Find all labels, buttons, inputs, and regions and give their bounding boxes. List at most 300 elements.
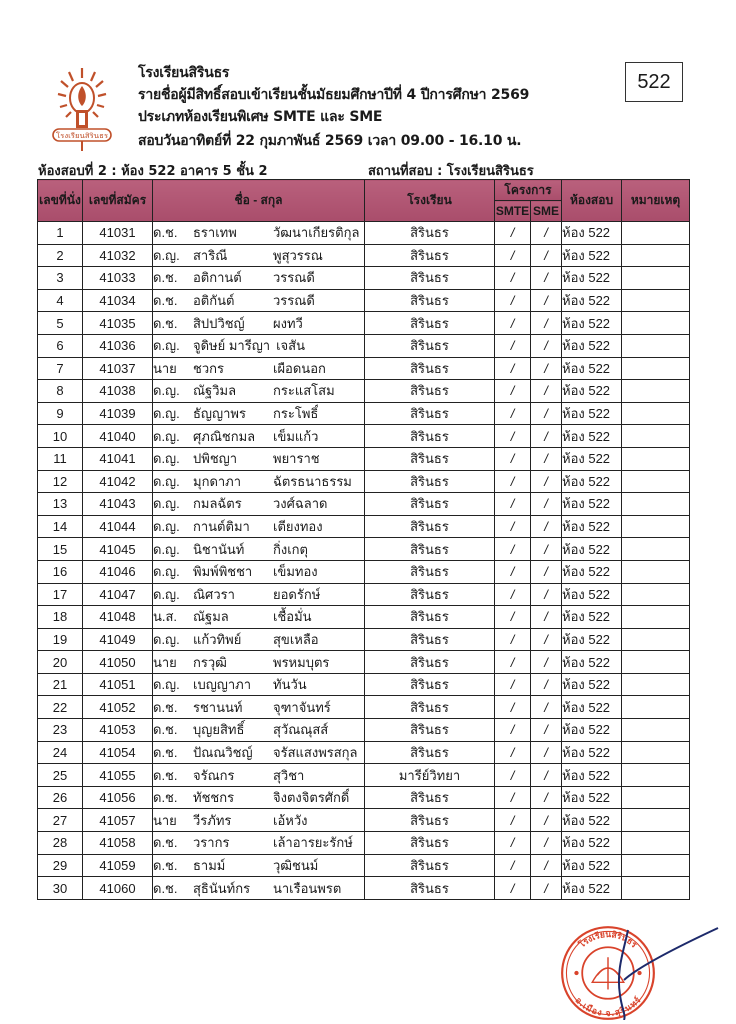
first-name: รชานนท์ <box>193 699 243 715</box>
smte-mark: / <box>495 334 531 357</box>
application-number: 41038 <box>83 380 153 403</box>
candidate-name <box>153 696 365 719</box>
remark-cell <box>622 470 690 493</box>
name-wrap <box>153 403 364 424</box>
seat-number: 24 <box>38 741 83 764</box>
seat-number: 5 <box>38 312 83 335</box>
exam-room-cell: ห้อง 522 <box>562 809 622 832</box>
candidate-name <box>153 651 365 674</box>
name-prefix: ด.ญ. <box>153 541 180 557</box>
last-name: เผือดนอก <box>273 360 326 376</box>
smte-mark: / <box>495 764 531 787</box>
table-row <box>38 719 690 742</box>
header-project: โครงการ <box>495 180 562 201</box>
application-number: 41034 <box>83 289 153 312</box>
remark-cell <box>622 515 690 538</box>
smte-mark: / <box>495 809 531 832</box>
last-name: ทันวัน <box>273 677 307 693</box>
name-prefix: ด.ญ. <box>153 451 180 467</box>
remark-cell <box>622 312 690 335</box>
name-wrap <box>153 742 364 763</box>
smte-mark: / <box>495 267 531 290</box>
first-name: ปพิชญา <box>193 451 238 467</box>
table-row <box>38 877 690 900</box>
seat-number: 4 <box>38 289 83 312</box>
exam-room-cell: ห้อง 522 <box>562 673 622 696</box>
school-cell: สิรินธร <box>365 741 495 764</box>
school-cell: สิรินธร <box>365 289 495 312</box>
candidate-table <box>37 179 690 900</box>
table-row <box>38 334 690 357</box>
sme-mark: / <box>531 719 562 742</box>
stamp-text-bottom: อ.เมือง จ.สุรินทร์ <box>572 995 644 1019</box>
seat-number: 27 <box>38 809 83 832</box>
sme-mark: / <box>531 357 562 380</box>
first-name: ธราเทพ <box>193 225 237 241</box>
school-name: โรงเรียนสิรินธร <box>138 65 230 81</box>
last-name: กระแสโสม <box>273 383 335 399</box>
remark-cell <box>622 267 690 290</box>
exam-room-cell: ห้อง 522 <box>562 538 622 561</box>
header-smte: SMTE <box>495 201 531 222</box>
application-number: 41056 <box>83 786 153 809</box>
school-cell: สิรินธร <box>365 809 495 832</box>
name-prefix: ด.ช. <box>153 699 178 715</box>
sme-mark: / <box>531 244 562 267</box>
name-prefix: ด.ช. <box>153 293 178 309</box>
candidate-name <box>153 447 365 470</box>
remark-cell <box>622 583 690 606</box>
candidate-name <box>153 606 365 629</box>
exam-room-cell: ห้อง 522 <box>562 402 622 425</box>
application-number: 41049 <box>83 628 153 651</box>
first-name: วีรภัทร <box>193 812 232 828</box>
remark-cell <box>622 651 690 674</box>
seat-number: 6 <box>38 334 83 357</box>
last-name: นาเรือนพรต <box>273 880 342 896</box>
exam-room-cell: ห้อง 522 <box>562 312 622 335</box>
last-name: สุขเหลือ <box>273 631 319 647</box>
remark-cell <box>622 628 690 651</box>
name-wrap <box>153 810 364 831</box>
smte-mark: / <box>495 673 531 696</box>
name-prefix: ด.ช. <box>153 225 178 241</box>
name-prefix: ด.ญ. <box>153 496 180 512</box>
candidate-name <box>153 673 365 696</box>
program-type: ประเภทห้องเรียนพิเศษ SMTE และ SME <box>138 109 383 125</box>
last-name: ผงทวี <box>273 315 303 331</box>
smte-mark: / <box>495 380 531 403</box>
name-prefix: ด.ญ. <box>153 406 180 422</box>
first-name: นิชานันท์ <box>193 541 245 557</box>
candidate-name <box>153 583 365 606</box>
document-title: รายชื่อผู้มีสิทธิ์สอบเข้าเรียนชั้นมัธยมศึกษาปีที่ 4 ปีการศึกษา 2569 <box>138 87 530 103</box>
last-name: จิงตงจิตรศักดิ์ <box>273 790 350 806</box>
name-prefix: ด.ญ. <box>153 247 180 263</box>
table-row <box>38 357 690 380</box>
seat-number: 21 <box>38 673 83 696</box>
last-name: เชื้อมั่น <box>273 609 312 625</box>
header-exam-room: ห้องสอบ <box>562 180 622 222</box>
school-cell: สิรินธร <box>365 583 495 606</box>
last-name: วรรณดี <box>273 293 315 309</box>
application-number: 41046 <box>83 560 153 583</box>
school-cell: สิรินธร <box>365 786 495 809</box>
first-name: จรัณกร <box>193 767 235 783</box>
application-number: 41042 <box>83 470 153 493</box>
school-cell: สิรินธร <box>365 402 495 425</box>
application-number: 41055 <box>83 764 153 787</box>
smte-mark: / <box>495 244 531 267</box>
exam-room-cell: ห้อง 522 <box>562 380 622 403</box>
name-wrap <box>153 652 364 673</box>
first-name: ณัฐวิมล <box>193 383 237 399</box>
first-name: กรวุฒิ <box>193 654 227 670</box>
application-number: 41039 <box>83 402 153 425</box>
table-row <box>38 402 690 425</box>
seat-number: 1 <box>38 222 83 245</box>
table-row <box>38 447 690 470</box>
sme-mark: / <box>531 673 562 696</box>
smte-mark: / <box>495 515 531 538</box>
seat-number: 15 <box>38 538 83 561</box>
last-name: กิ่งเกตุ <box>273 541 308 557</box>
name-wrap <box>153 697 364 718</box>
name-wrap <box>153 855 364 876</box>
name-wrap <box>153 561 364 582</box>
exam-room-cell: ห้อง 522 <box>562 832 622 855</box>
table-row <box>38 470 690 493</box>
school-cell: สิรินธร <box>365 719 495 742</box>
exam-room-cell: ห้อง 522 <box>562 493 622 516</box>
exam-room-cell: ห้อง 522 <box>562 606 622 629</box>
sme-mark: / <box>531 786 562 809</box>
candidate-name <box>153 560 365 583</box>
exam-room-cell: ห้อง 522 <box>562 877 622 900</box>
name-wrap <box>153 516 364 537</box>
sme-mark: / <box>531 222 562 245</box>
candidate-name <box>153 267 365 290</box>
sme-mark: / <box>531 447 562 470</box>
table-row <box>38 222 690 245</box>
candidate-name <box>153 357 365 380</box>
first-name: แก้วทิพย์ <box>193 631 242 647</box>
sme-mark: / <box>531 380 562 403</box>
smte-mark: / <box>495 741 531 764</box>
table-row <box>38 380 690 403</box>
last-name: วุฒิชนม์ <box>273 857 319 873</box>
candidate-name <box>153 538 365 561</box>
candidate-name <box>153 854 365 877</box>
application-number: 41060 <box>83 877 153 900</box>
seat-number: 28 <box>38 832 83 855</box>
school-cell: สิรินธร <box>365 560 495 583</box>
school-cell: สิรินธร <box>365 832 495 855</box>
exam-room-cell: ห้อง 522 <box>562 334 622 357</box>
last-name: เล้าอารยะรักษ์ <box>273 835 353 851</box>
last-name: สุวิชา <box>273 767 305 783</box>
first-name: ธัญญาพร <box>193 406 246 422</box>
application-number: 41043 <box>83 493 153 516</box>
last-name: สุวัณณุสส์ <box>273 722 329 738</box>
exam-room-cell: ห้อง 522 <box>562 786 622 809</box>
seat-number: 2 <box>38 244 83 267</box>
remark-cell <box>622 786 690 809</box>
smte-mark: / <box>495 832 531 855</box>
name-wrap <box>153 878 364 899</box>
application-number: 41054 <box>83 741 153 764</box>
last-name: วงศ์ฉลาด <box>273 496 328 512</box>
table-row <box>38 289 690 312</box>
remark-cell <box>622 538 690 561</box>
first-name: จูดิษย์ มารีญา <box>193 338 271 354</box>
exam-room-cell: ห้อง 522 <box>562 267 622 290</box>
name-prefix: ด.ช. <box>153 790 178 806</box>
remark-cell <box>622 560 690 583</box>
table-row <box>38 493 690 516</box>
name-wrap <box>153 787 364 808</box>
smte-mark: / <box>495 719 531 742</box>
name-prefix: ด.ญ. <box>153 383 180 399</box>
name-prefix: ด.ญ. <box>153 586 180 602</box>
candidate-name <box>153 244 365 267</box>
exam-venue-info: สถานที่สอบ : โรงเรียนสิรินธร <box>368 164 534 179</box>
smte-mark: / <box>495 538 531 561</box>
exam-room-cell: ห้อง 522 <box>562 222 622 245</box>
table-row <box>38 267 690 290</box>
last-name: วรรณดี <box>273 270 315 286</box>
last-name: ฉัตรธนาธรรม <box>273 473 352 489</box>
exam-room-cell: ห้อง 522 <box>562 357 622 380</box>
sme-mark: / <box>531 832 562 855</box>
seat-number: 30 <box>38 877 83 900</box>
sme-mark: / <box>531 696 562 719</box>
first-name: ทัชชกร <box>193 790 235 806</box>
first-name: ศุภณิชกมล <box>193 428 256 444</box>
name-wrap <box>153 245 364 266</box>
sme-mark: / <box>531 515 562 538</box>
remark-cell <box>622 402 690 425</box>
school-cell: สิรินธร <box>365 357 495 380</box>
name-wrap <box>153 267 364 288</box>
name-wrap <box>153 719 364 740</box>
remark-cell <box>622 334 690 357</box>
remark-cell <box>622 425 690 448</box>
table-row <box>38 832 690 855</box>
application-number: 41031 <box>83 222 153 245</box>
seat-number: 18 <box>38 606 83 629</box>
table-row <box>38 786 690 809</box>
school-cell: สิรินธร <box>365 538 495 561</box>
seat-number: 10 <box>38 425 83 448</box>
last-name: จุฑาจันทร์ <box>273 699 331 715</box>
sme-mark: / <box>531 809 562 832</box>
candidate-name <box>153 289 365 312</box>
seat-number: 16 <box>38 560 83 583</box>
name-prefix: น.ส. <box>153 609 178 625</box>
last-name: พยาราช <box>273 451 320 467</box>
table-row <box>38 515 690 538</box>
application-number: 41044 <box>83 515 153 538</box>
candidate-name <box>153 380 365 403</box>
smte-mark: / <box>495 312 531 335</box>
table-row <box>38 854 690 877</box>
school-cell: สิรินธร <box>365 606 495 629</box>
name-wrap <box>153 358 364 379</box>
header-application: เลขที่สมัคร <box>83 180 153 222</box>
name-wrap <box>153 832 364 853</box>
exam-room-cell: ห้อง 522 <box>562 696 622 719</box>
header-sme: SME <box>531 201 562 222</box>
exam-room-cell: ห้อง 522 <box>562 447 622 470</box>
sme-mark: / <box>531 854 562 877</box>
name-prefix: นาย <box>153 360 177 376</box>
school-cell: สิรินธร <box>365 222 495 245</box>
sme-mark: / <box>531 289 562 312</box>
name-wrap <box>153 471 364 492</box>
name-wrap <box>153 380 364 401</box>
application-number: 41051 <box>83 673 153 696</box>
exam-room-cell: ห้อง 522 <box>562 515 622 538</box>
application-number: 41036 <box>83 334 153 357</box>
school-cell: สิรินธร <box>365 334 495 357</box>
logo-text: โรงเรียนสิรินธร <box>56 132 103 140</box>
signature <box>590 920 730 1020</box>
seat-number: 8 <box>38 380 83 403</box>
smte-mark: / <box>495 696 531 719</box>
application-number: 41059 <box>83 854 153 877</box>
first-name: สิปปวิชญ์ <box>193 315 245 331</box>
name-wrap <box>153 629 364 650</box>
table-row <box>38 538 690 561</box>
remark-cell <box>622 854 690 877</box>
smte-mark: / <box>495 786 531 809</box>
school-cell: สิรินธร <box>365 380 495 403</box>
last-name: กระโพธิ์ <box>273 406 319 422</box>
candidate-name <box>153 877 365 900</box>
candidate-name <box>153 334 365 357</box>
remark-cell <box>622 832 690 855</box>
table-row <box>38 628 690 651</box>
school-cell: สิรินธร <box>365 515 495 538</box>
table-row <box>38 606 690 629</box>
smte-mark: / <box>495 402 531 425</box>
application-number: 41041 <box>83 447 153 470</box>
name-wrap <box>153 584 364 605</box>
first-name: เบญญาภา <box>193 677 252 693</box>
school-cell: สิรินธร <box>365 425 495 448</box>
school-cell: สิรินธร <box>365 447 495 470</box>
name-prefix: ด.ญ. <box>153 631 180 647</box>
table-row <box>38 560 690 583</box>
name-wrap <box>153 313 364 334</box>
room-number-box: 522 <box>625 62 683 102</box>
sme-mark: / <box>531 764 562 787</box>
last-name: เจสัน <box>276 338 305 354</box>
application-number: 41057 <box>83 809 153 832</box>
name-wrap <box>153 448 364 469</box>
first-name: พิมพ์พิชชา <box>193 564 253 580</box>
sme-mark: / <box>531 877 562 900</box>
exam-datetime: สอบวันอาทิตย์ที่ 22 กุมภาพันธ์ 2569 เวลา 09.00 - 16.10 น. <box>138 133 522 149</box>
remark-cell <box>622 289 690 312</box>
candidate-name <box>153 832 365 855</box>
remark-cell <box>622 719 690 742</box>
school-cell: สิรินธร <box>365 244 495 267</box>
exam-room-cell: ห้อง 522 <box>562 244 622 267</box>
candidate-name <box>153 470 365 493</box>
name-wrap <box>153 290 364 311</box>
first-name: กมลฉัตร <box>193 496 242 512</box>
last-name: วัฒนาเกียรติกุล <box>273 225 360 241</box>
application-number: 41052 <box>83 696 153 719</box>
candidate-name <box>153 719 365 742</box>
remark-cell <box>622 696 690 719</box>
school-cell: สิรินธร <box>365 267 495 290</box>
sme-mark: / <box>531 425 562 448</box>
sme-mark: / <box>531 538 562 561</box>
remark-cell <box>622 380 690 403</box>
name-prefix: นาย <box>153 654 177 670</box>
stamp-text-top: โรงเรียนสิรินธร <box>577 930 639 951</box>
name-wrap <box>153 674 364 695</box>
first-name: วรากร <box>193 835 230 851</box>
name-prefix: ด.ช. <box>153 270 178 286</box>
last-name: จรัสแสงพรสกุล <box>273 744 358 760</box>
candidate-name <box>153 493 365 516</box>
candidate-name <box>153 402 365 425</box>
name-wrap <box>153 493 364 514</box>
smte-mark: / <box>495 583 531 606</box>
last-name: ยอดรักษ์ <box>273 586 321 602</box>
remark-cell <box>622 493 690 516</box>
sme-mark: / <box>531 583 562 606</box>
seat-number: 13 <box>38 493 83 516</box>
name-prefix: ด.ช. <box>153 880 178 896</box>
remark-cell <box>622 764 690 787</box>
remark-cell <box>622 447 690 470</box>
smte-mark: / <box>495 357 531 380</box>
sme-mark: / <box>531 651 562 674</box>
name-prefix: ด.ญ. <box>153 677 180 693</box>
name-prefix: ด.ช. <box>153 835 178 851</box>
application-number: 41033 <box>83 267 153 290</box>
first-name: กานต์ติมา <box>193 519 250 535</box>
table-row <box>38 583 690 606</box>
sme-mark: / <box>531 334 562 357</box>
exam-room-cell: ห้อง 522 <box>562 425 622 448</box>
school-cell: สิรินธร <box>365 696 495 719</box>
name-prefix: ด.ช. <box>153 315 178 331</box>
seat-number: 26 <box>38 786 83 809</box>
seat-number: 3 <box>38 267 83 290</box>
table-row <box>38 764 690 787</box>
name-wrap <box>153 335 364 356</box>
header-name: ชื่อ - สกุล <box>153 180 365 222</box>
application-number: 41045 <box>83 538 153 561</box>
table-row <box>38 651 690 674</box>
name-prefix: นาย <box>153 812 177 828</box>
remark-cell <box>622 741 690 764</box>
school-cell: สิรินธร <box>365 673 495 696</box>
exam-room-cell: ห้อง 522 <box>562 764 622 787</box>
school-cell: สิรินธร <box>365 854 495 877</box>
first-name: ณิศวรา <box>193 586 235 602</box>
smte-mark: / <box>495 628 531 651</box>
exam-room-cell: ห้อง 522 <box>562 289 622 312</box>
header-remarks: หมายเหตุ <box>622 180 690 222</box>
smte-mark: / <box>495 470 531 493</box>
